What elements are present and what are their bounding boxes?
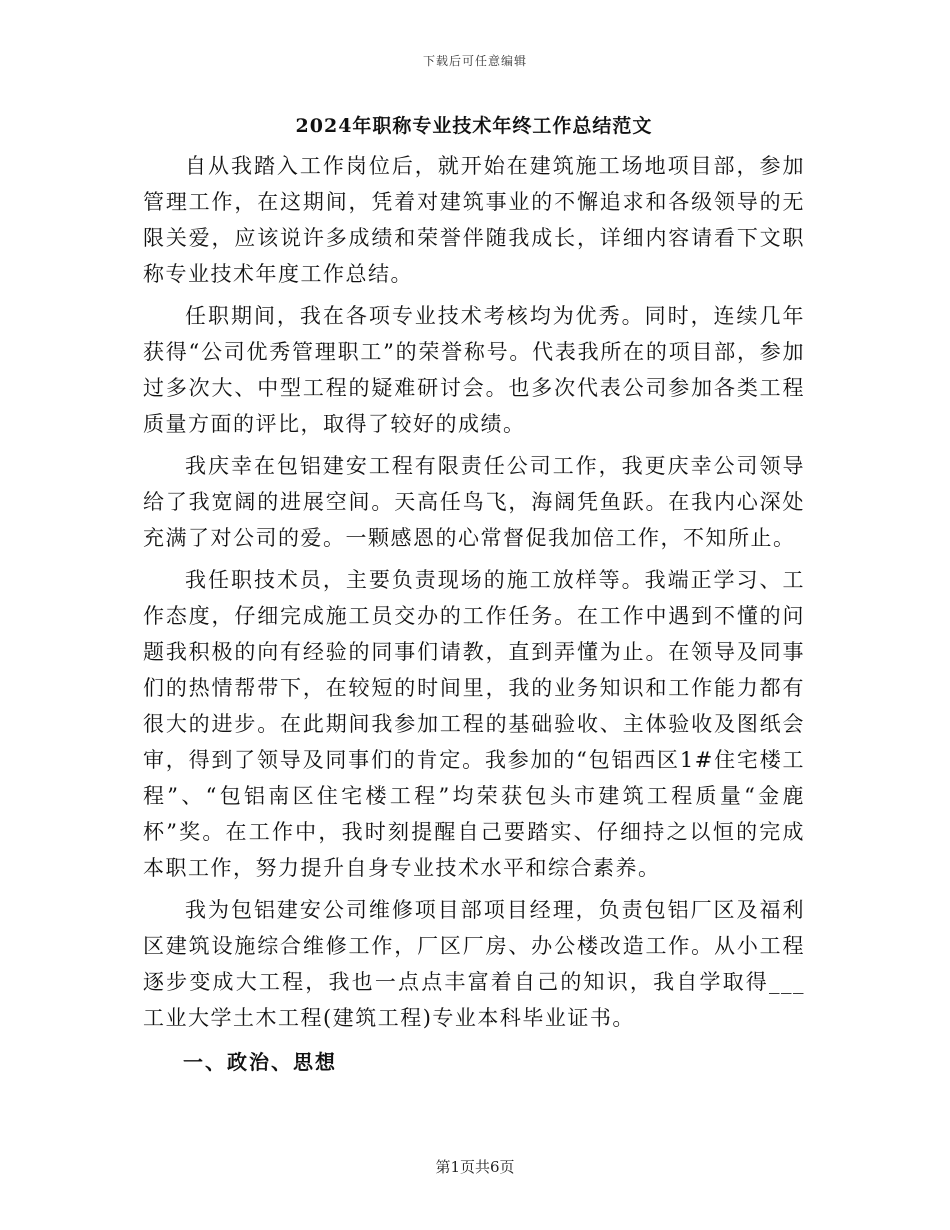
page-number-footer: 第1页共6页 — [435, 1158, 515, 1176]
paragraph-project-manager: 我为包铝建安公司维修项目部项目经理，负责包铝厂区及福利区建筑设施综合维修工作，厂区厂房、办公楼改造工作。从小工程逐步变成大工程，我也一点点丰富着自己的知识，我自学取得___工业大学土木工程(建筑工程)专业本科毕业证书。 — [143, 898, 805, 1030]
paragraph-achievements: 任职期间，我在各项专业技术考核均为优秀。同时，连续几年获得“公司优秀管理职工”的荣誉称号。代表我所在的项目部，参加过多次大、中型工程的疑难研讨会。也多次代表公司参加各类工程质量方面的评比，取得了较好的成绩。 — [143, 304, 805, 436]
paragraph-gratitude: 我庆幸在包铝建安工程有限责任公司工作，我更庆幸公司领导给了我宽阔的进展空间。天高任鸟飞，海阔凭鱼跃。在我内心深处充满了对公司的爱。一颗感恩的心常督促我加倍工作，不知所止。 — [143, 454, 805, 550]
header-note: 下载后可任意编辑 — [422, 54, 527, 68]
section-heading-politics: 一、政治、思想 — [183, 1050, 337, 1074]
document-title: 2024年职称专业技术年终工作总结范文 — [295, 115, 653, 137]
paragraph-intro: 自从我踏入工作岗位后，就开始在建筑施工场地项目部，参加管理工作，在这期间，凭着对建筑事业的不懈追求和各级领导的无限关爱，应该说许多成绩和荣誉伴随我成长，详细内容请看下文职称专业技术年度工作总结。 — [143, 154, 805, 286]
document-body — [143, 112, 805, 1080]
paragraph-technician-role: 我任职技术员，主要负责现场的施工放样等。我端正学习、工作态度，仔细完成施工员交办的工作任务。在工作中遇到不懂的问题我积极的向有经验的同事们请教，直到弄懂为止。在领导及同事们的热情帮带下，在较短的时间里，我的业务知识和工作能力都有很大的进步。在此期间我参加工程的基础验收、主体验收及图纸会审，得到了领导及同事们的肯定。我参加的“包铝西区1#住宅楼工程”、“包铝南区住宅楼工程”均荣获包头市建筑工程质量“金鹿杯”奖。在工作中，我时刻提醒自己要踏实、仔细持之以恒的完成本职工作，努力提升自身专业技术水平和综合素养。 — [143, 568, 805, 880]
